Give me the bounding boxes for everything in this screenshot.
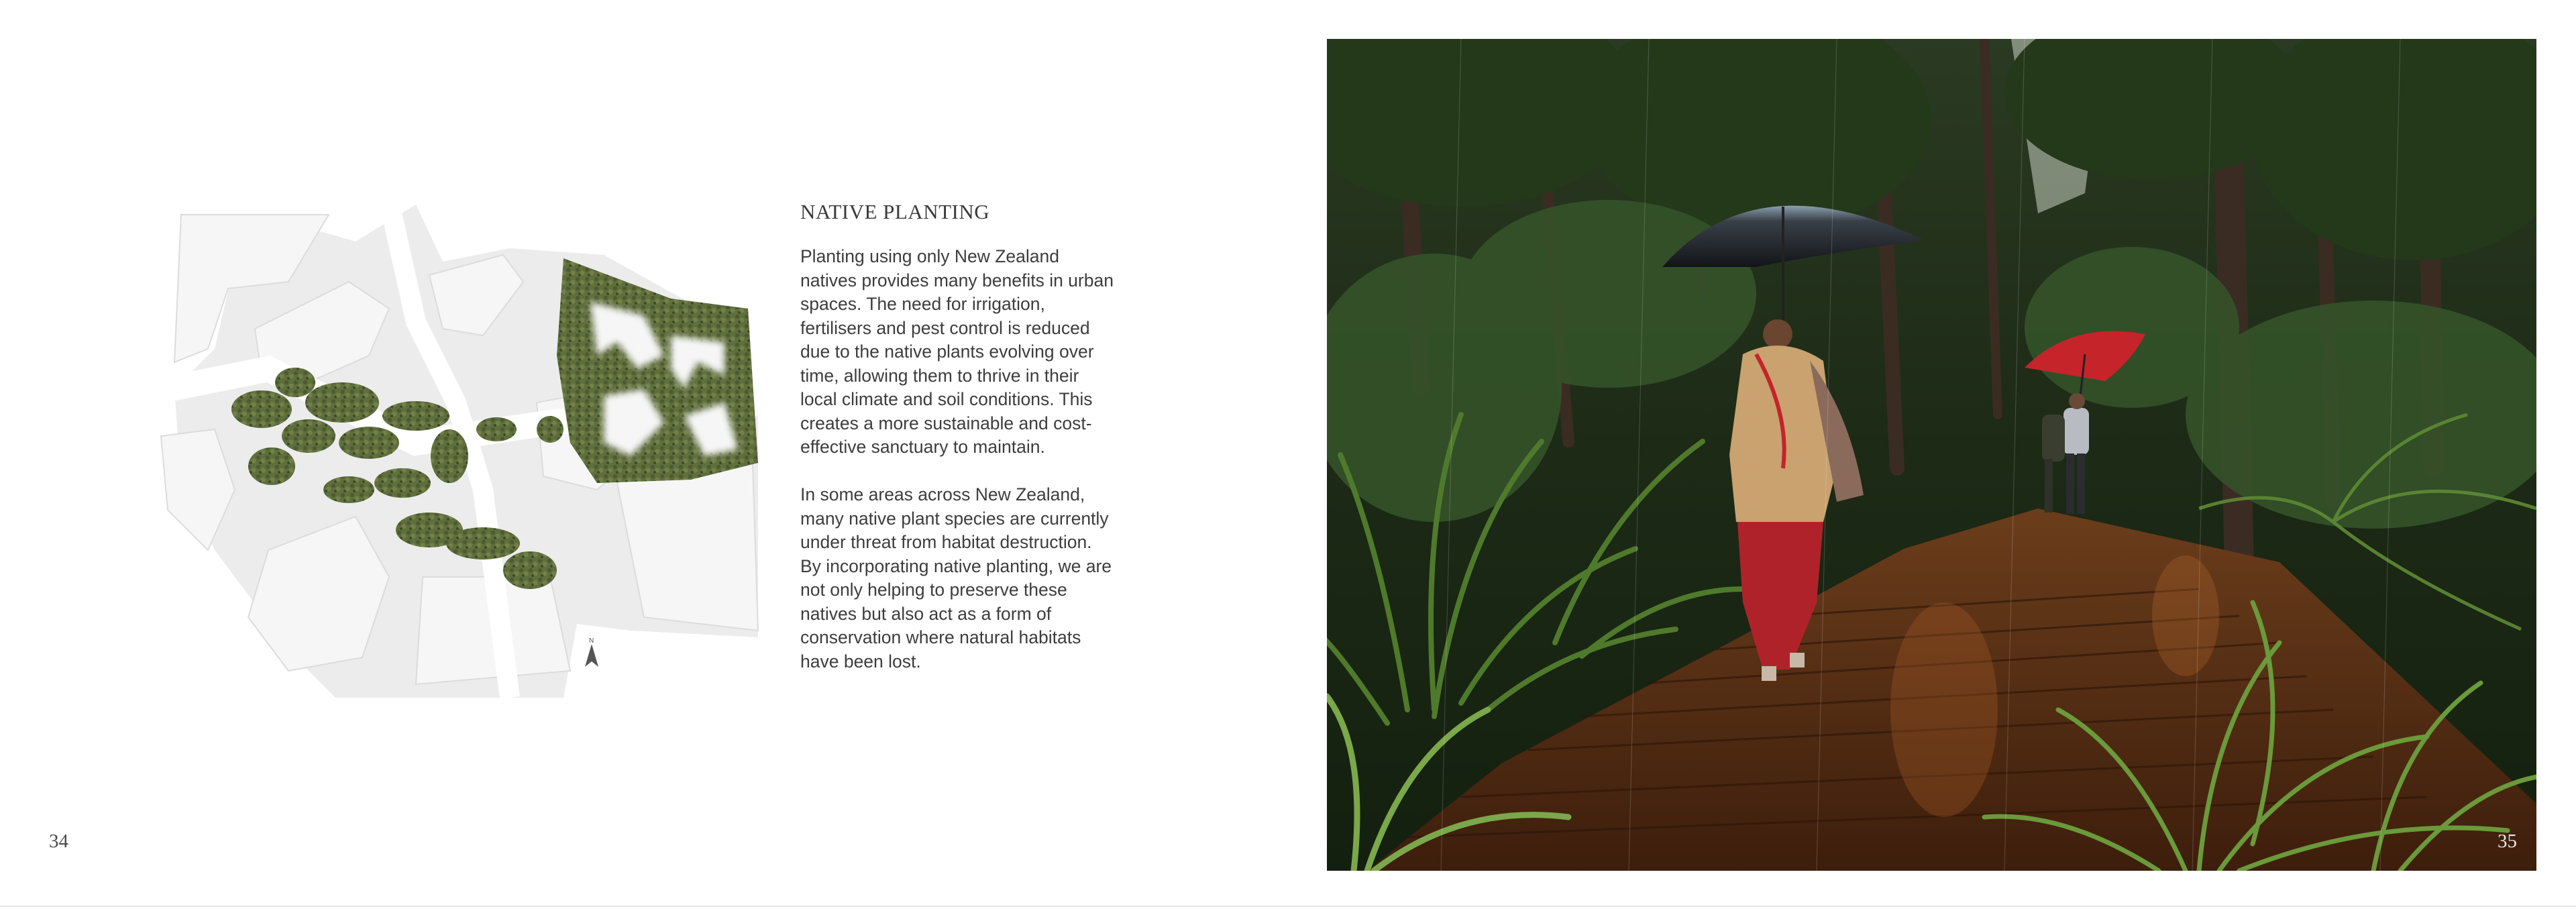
north-arrow-icon (585, 637, 598, 667)
page-number-left: 34 (49, 830, 68, 852)
section-title: NATIVE PLANTING (800, 200, 990, 223)
rainforest-walkway-render (1327, 39, 2536, 871)
page-bottom-rule (0, 906, 2576, 907)
svg-text:N: N (589, 637, 594, 645)
body-paragraph-2: In some areas across New Zealand, many native plant species are currently under threat from habitat destruction. By incorporating native planting, we are not only helping to preserve these natives but also act as a form of conservation where natural habitats have been lost. (800, 484, 1112, 672)
site-plan-diagram (134, 201, 765, 698)
body-paragraph-1: Planting using only New Zealand natives provides many benefits in urban spaces. The need for irrigation, fertilisers and pest control is reduced due to the native plants evolving over time, allowing them to thrive in their local climate and soil conditions. This creates a more sustainable and cost-effective sanctuary to maintain. (800, 246, 1114, 457)
page-number-right: 35 (2498, 830, 2517, 852)
